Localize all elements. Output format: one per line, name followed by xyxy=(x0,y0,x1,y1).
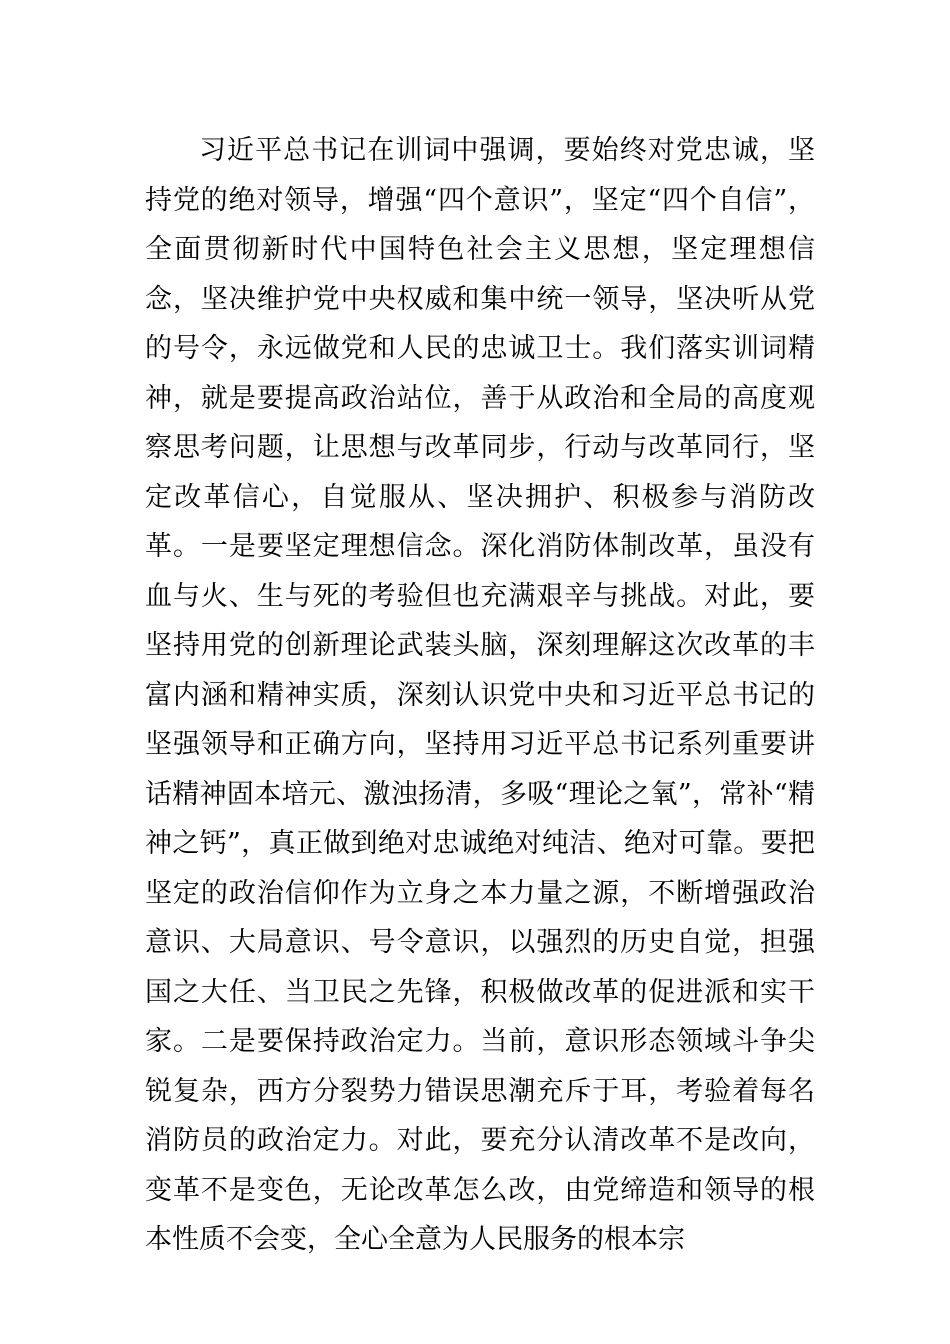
body-paragraph: 习近平总书记在训词中强调，要始终对党忠诚，坚持党的绝对领导，增强“四个意识”，坚定“四个自信”，全面贯彻新时代中国特色社会主义思想，坚定理想信念，坚决维护党中央权威和集中统一领导，坚决听从党的号令，永远做党和人民的忠诚卫士。我们落实训词精神，就是要提高政治站位，善于从政治和全局的高度观察思考问题，让思想与改革同步，行动与改革同行，坚定改革信心，自觉服从、坚决拥护、积极参与消防改革。一是要坚定理想信念。深化消防体制改革，虽没有血与火、生与死的考验但也充满艰辛与挑战。对此，要坚持用党的创新理论武装头脑，深刻理解这次改革的丰富内涵和精神实质，深刻认识党中央和习近平总书记的坚强领导和正确方向，坚持用习近平总书记系列重要讲话精神固本培元、激浊扬清，多吸“理论之氧”，常补“精神之钙”，真正做到绝对忠诚绝对纯洁、绝对可靠。要把坚定的政治信仰作为立身之本力量之源，不断增强政治意识、大局意识、号令意识，以强烈的历史自觉，担强国之大任、当卫民之先锋，积极做改革的促进派和实干家。二是要保持政治定力。当前，意识形态领域斗争尖锐复杂，西方分裂势力错误思潮充斥于耳，考验着每名消防员的政治定力。对此，要充分认清改革不是改向，变革不是变色，无论改革怎么改，由党缔造和领导的根本性质不会变，全心全意为人民服务的根本宗 xyxy=(145,135,815,1255)
